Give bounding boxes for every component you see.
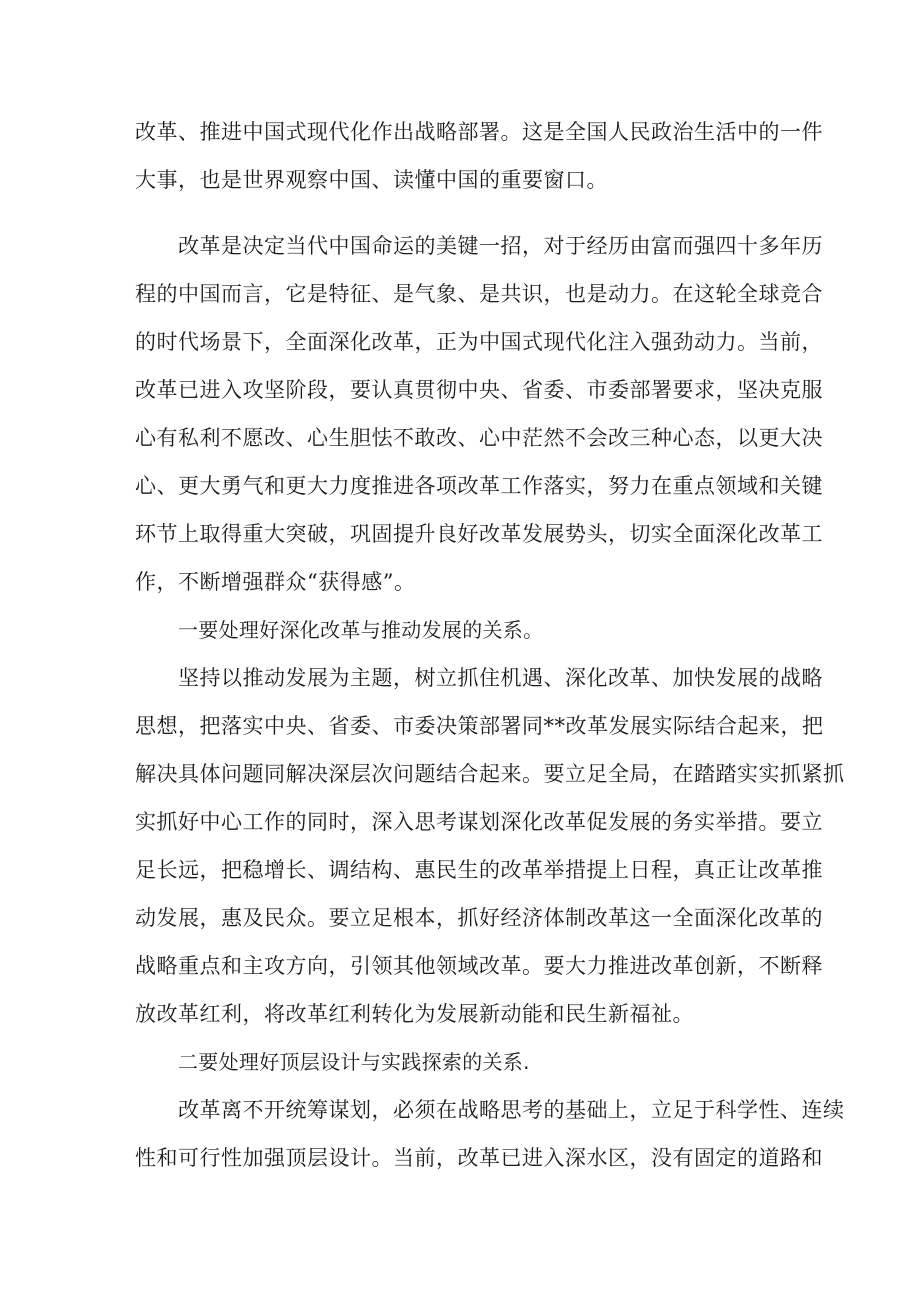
section-heading: 二要处理好顶层设计与实践探索的关系. [178,1050,530,1074]
paragraph-line: 性和可行性加强顶层设计。当前，改革已进入深水区，没有固定的道路和 [135,1146,823,1170]
paragraph-line: 大事，也是世界观察中国、读懂中国的重要窗口。 [135,168,608,192]
paragraph-line: 心有私利不愿改、心生胆怯不敢改、心中茫然不会改三种心态，以更大决 [135,426,823,450]
paragraph-line: 实抓好中心工作的同时，深入思考谋划深化改革促发展的务实举措。要立 [135,810,823,834]
paragraph-line: 解决具体问题同解决深层次问题结合起来。要立足全局，在踏踏实实抓紧抓 [135,762,845,786]
paragraph-line: 改革是决定当代中国命运的美键一招，对于经历由富而强四十多年历 [178,234,823,258]
paragraph-line: 心、更大勇气和更大力度推进各项改革工作落实，努力在重点领域和关键 [135,474,823,498]
paragraph-line: 足长远，把稳增长、调结构、惠民生的改革举措提上日程，真正让改革推 [135,858,823,882]
paragraph-line: 的时代场景下，全面深化改革，正为中国式现代化注入强劲动力。当前， [135,330,823,354]
paragraph-line: 动发展，惠及民众。要立足根本，抓好经济体制改革这一全面深化改革的 [135,906,823,930]
paragraph-line: 环节上取得重大突破，巩固提升良好改革发展势头，切实全面深化改革工 [135,522,823,546]
paragraph-line: 改革已进入攻坚阶段，要认真贯彻中央、省委、市委部署要求，坚决克服 [135,378,823,402]
paragraph-line: 放改革红利，将改革红利转化为发展新动能和民生新福祉。 [135,1002,694,1026]
paragraph-line: 程的中国而言，它是特征、是气象、是共识，也是动力。在这轮全球竞合 [135,282,823,306]
paragraph-line: 坚持以推动发展为主题，树立抓住机遇、深化改革、加快发展的战略 [178,666,823,690]
paragraph-line: 思想，把落实中央、省委、市委决策部署同**改革发展实际结合起来，把 [135,714,824,738]
paragraph-line: 战略重点和主攻方向，引领其他领域改革。要大力推进改革创新，不断释 [135,954,823,978]
paragraph-line: 改革离不开统筹谋划，必须在战略思考的基础上，立足于科学性、连续 [178,1098,845,1122]
section-heading: 一要处理好深化改革与推动发展的关系。 [178,618,544,642]
paragraph-line: 改革、推进中国式现代化作出战略部署。这是全国人民政治生活中的一件 [135,120,823,144]
paragraph-line: 作，不断增强群众“获得感”。 [135,570,416,594]
